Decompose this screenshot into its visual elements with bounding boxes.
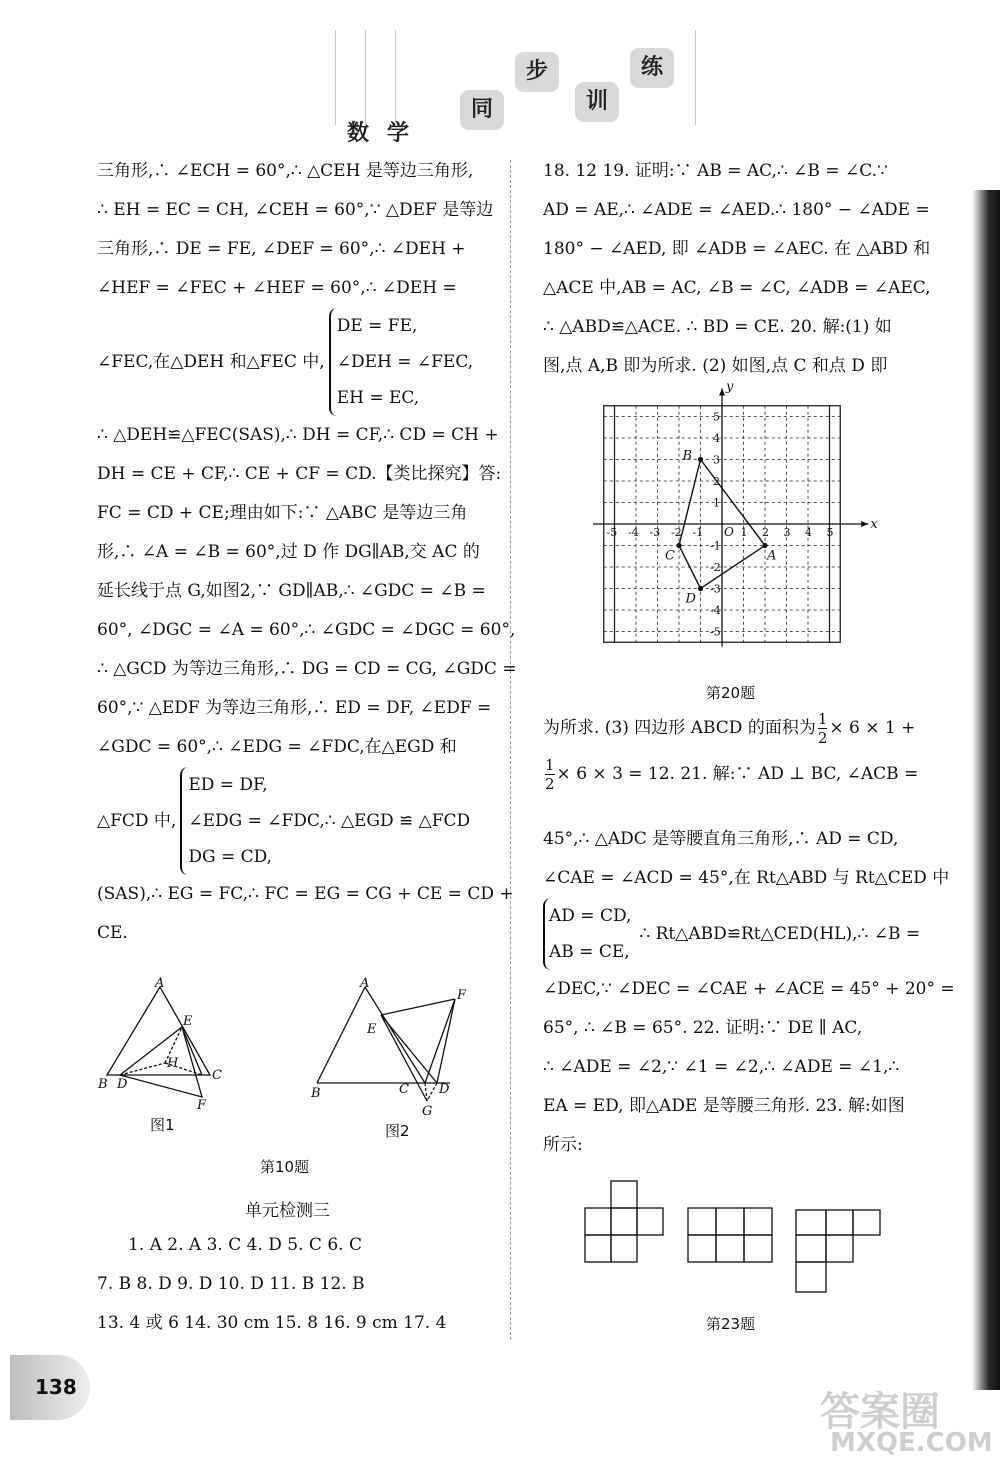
point-d bbox=[698, 586, 703, 591]
x-tick-label: 4 bbox=[805, 526, 812, 539]
fraction bbox=[545, 756, 555, 793]
equation-system bbox=[97, 767, 482, 875]
vertex-label: B bbox=[98, 1077, 108, 1092]
y-tick-label: -5 bbox=[710, 625, 721, 639]
x-tick-label: -1 bbox=[692, 526, 704, 539]
right-column-cont bbox=[543, 705, 928, 797]
text-line: △ACE 中,AB = AC, ∠B = ∠C, ∠ADB = ∠AEC, bbox=[543, 278, 931, 298]
system-line: ED = DF, bbox=[188, 775, 268, 795]
vertex-label: F bbox=[457, 988, 467, 1003]
page-header bbox=[325, 30, 705, 146]
text-line: FC = CD + CE;理由如下:∵ △ABC 是等边三角 bbox=[97, 503, 468, 523]
text-line: × 6 × 1 + bbox=[829, 718, 916, 738]
vertex-label: B bbox=[311, 1086, 321, 1101]
vertex-label: G bbox=[422, 1104, 433, 1119]
text-line: ∴ EH = EC = CH, ∠CEH = 60°,∵ △DEF 是等边 bbox=[97, 200, 494, 220]
x-axis-label: x bbox=[870, 517, 878, 532]
point-label: D bbox=[685, 591, 696, 607]
system-line: AB = CE, bbox=[549, 942, 630, 962]
answer-line: 7. B 8. D 9. D 10. D 11. B 12. B bbox=[97, 1274, 365, 1294]
x-tick-label: -4 bbox=[628, 526, 639, 539]
triangle-abc bbox=[107, 987, 210, 1075]
right-column-cont bbox=[543, 820, 955, 1165]
point-label: B bbox=[682, 448, 693, 464]
point-c bbox=[676, 543, 681, 548]
system-line: EH = EC, bbox=[336, 388, 420, 408]
y-axis-arrow bbox=[719, 389, 725, 396]
point-b bbox=[698, 457, 703, 462]
x-tick-label: -2 bbox=[671, 526, 682, 539]
y-tick-label: -3 bbox=[710, 582, 721, 596]
system-line: DE = FE, bbox=[336, 316, 418, 336]
text-line: ∴ Rt△ABD≌Rt△CED(HL),∴ ∠B = bbox=[639, 923, 921, 944]
answer-line: 1. A 2. A 3. C 4. D 5. C 6. C bbox=[128, 1235, 362, 1255]
equation-system bbox=[97, 308, 482, 416]
vertex-label: E bbox=[183, 1014, 193, 1029]
x-tick-label: 5 bbox=[826, 526, 834, 539]
text-line: ∴ △ABD≌△ACE. ∴ BD = CE. 20. 解:(1) 如 bbox=[543, 317, 892, 337]
figure-caption: 图1 bbox=[150, 1116, 175, 1134]
text-line: 180° − ∠AED, 即 ∠ADB = ∠AEC. 在 △ABD 和 bbox=[543, 239, 931, 259]
point-a bbox=[762, 543, 767, 548]
net-3 bbox=[796, 1210, 880, 1292]
text-line: ∠DEC,∵ ∠DEC = ∠CAE + ∠ACE = 45° + 20° = bbox=[543, 979, 955, 999]
text-line: ∠GDC = 60°,∴ ∠EDG = ∠FDC,在△EGD 和 bbox=[97, 737, 457, 757]
section-title: 单元检测三 bbox=[245, 1201, 330, 1221]
text-line: × 6 × 3 = 12. 21. 解:∵ AD ⊥ BC, ∠ACB = bbox=[556, 764, 919, 784]
watermark-url: MXQE.COM bbox=[830, 1428, 993, 1458]
divider bbox=[365, 30, 366, 125]
page-edge-shadow bbox=[972, 190, 1000, 1390]
figure-caption: 第23题 bbox=[706, 1315, 756, 1333]
text-line: 形,∴ ∠A = ∠B = 60°,过 D 作 DG∥AB,交 AC 的 bbox=[97, 542, 480, 562]
x-tick-label: 3 bbox=[783, 526, 791, 539]
net-1 bbox=[585, 1181, 663, 1262]
text-line: 45°,∴ △ADC 是等腰直角三角形,∴ AD = CD, bbox=[543, 829, 899, 849]
text-line: 60°,∵ △EDF 为等边三角形,∴ ED = DF, ∠EDF = bbox=[97, 698, 492, 718]
text-line: 为所求. (3) 四边形 ABCD 的面积为 bbox=[543, 718, 816, 738]
system-line: DG = CD, bbox=[188, 847, 273, 867]
column-divider bbox=[510, 160, 511, 1340]
text-line: 三角形,∴ ∠ECH = 60°,∴ △CEH 是等边三角形, bbox=[97, 161, 474, 181]
text-line: 三角形,∴ DE = FE, ∠DEF = 60°,∴ ∠DEH + bbox=[97, 239, 466, 259]
subject-char: 数 bbox=[347, 121, 370, 146]
y-tick-label: -1 bbox=[710, 539, 721, 553]
header-badge: 步 bbox=[515, 52, 559, 92]
vertex-label: D bbox=[439, 1082, 450, 1097]
system-line: ∠DEH = ∠FEC, bbox=[336, 352, 474, 372]
left-column bbox=[97, 152, 517, 953]
answer-key bbox=[128, 1226, 488, 1265]
divider bbox=[395, 30, 396, 125]
y-tick-label: 2 bbox=[713, 475, 720, 488]
denominator: 2 bbox=[545, 775, 555, 793]
text-line: △FCD 中, bbox=[97, 810, 177, 831]
header-badge: 同 bbox=[460, 90, 504, 130]
x-tick-label: -3 bbox=[649, 526, 661, 539]
text-line: 18. 12 19. 证明:∵ AB = AC,∴ ∠B = ∠C.∵ bbox=[543, 161, 888, 181]
text-line: 延长线于点 G,如图2,∵ GD∥AB,∴ ∠GDC = ∠B = bbox=[97, 581, 486, 601]
answer-key bbox=[97, 1265, 482, 1343]
x-tick-label: 2 bbox=[762, 526, 769, 539]
numerator: 1 bbox=[817, 710, 828, 728]
text-line: AD = AE,∴ ∠ADE = ∠AED.∴ 180° − ∠ADE = bbox=[543, 200, 930, 220]
text-line: DH = CE + CF,∴ CE + CF = CD.【类比探究】答: bbox=[97, 464, 502, 484]
vertex-label: E bbox=[367, 1022, 377, 1037]
point-label: A bbox=[767, 548, 777, 564]
text-line: 65°, ∴ ∠B = 65°. 22. 证明:∵ DE ∥ AC, bbox=[543, 1018, 863, 1038]
text-line: EA = ED, 即△ADE 是等腰三角形. 23. 解:如图 bbox=[543, 1096, 905, 1116]
origin-label: O bbox=[724, 525, 734, 539]
figure-caption: 图2 bbox=[385, 1122, 410, 1140]
figure-2 bbox=[305, 975, 485, 1120]
segment bbox=[381, 999, 455, 1015]
system-line: ∠EDG = ∠FDC,∴ △EGD ≌ △FCD bbox=[188, 811, 471, 831]
text-line: CE. bbox=[97, 923, 128, 943]
coordinate-graph bbox=[602, 379, 878, 652]
x-tick-label: 1 bbox=[740, 526, 748, 539]
x-tick-label: -5 bbox=[606, 526, 618, 539]
fraction bbox=[818, 710, 828, 747]
point-label: C bbox=[665, 548, 675, 564]
vertex-label: C bbox=[212, 1068, 222, 1083]
segment bbox=[427, 1083, 437, 1101]
text-line: 图,点 A,B 即为所求. (2) 如图,点 C 和点 D 即 bbox=[543, 356, 888, 376]
figure-caption: 第20题 bbox=[706, 684, 756, 702]
vertex-label: A bbox=[155, 976, 165, 991]
text-line: (SAS),∴ EG = FC,∴ FC = EG = CG + CE = CD + bbox=[97, 884, 514, 904]
header-badge: 练 bbox=[630, 48, 674, 88]
text-line: ∠HEF = ∠FEC + ∠HEF = 60°,∴ ∠DEH = bbox=[97, 278, 457, 298]
vertex-label: H bbox=[167, 1056, 179, 1071]
watermark-logo: 答案圈 bbox=[820, 1389, 940, 1435]
segment bbox=[182, 1027, 202, 1075]
y-tick-label: 1 bbox=[713, 496, 720, 510]
segment bbox=[317, 987, 365, 1083]
vertex-label: D bbox=[117, 1077, 128, 1092]
y-tick-label: -4 bbox=[710, 604, 721, 617]
subject-char: 学 bbox=[387, 121, 410, 146]
y-tick-label: 4 bbox=[713, 432, 720, 445]
figure-caption: 第10题 bbox=[260, 1158, 310, 1176]
text-line: ∴ ∠ADE = ∠2,∵ ∠1 = ∠2,∴ ∠ADE = ∠1,∴ bbox=[543, 1057, 900, 1077]
answer-line: 13. 4 或 6 14. 30 cm 15. 8 16. 9 cm 17. 4 bbox=[97, 1313, 447, 1333]
denominator: 2 bbox=[817, 729, 828, 747]
text-line: ∠CAE = ∠ACD = 45°,在 Rt△ABD 与 Rt△CED 中 bbox=[543, 868, 950, 888]
y-axis-label: y bbox=[726, 379, 734, 395]
vertex-label: F bbox=[197, 1098, 207, 1113]
text-line: ∠FEC,在△DEH 和△FEC 中, bbox=[97, 351, 325, 372]
page-number: 138 bbox=[10, 1355, 90, 1420]
divider bbox=[695, 30, 696, 125]
text-line: ∴ △GCD 为等边三角形,∴ DG = CD = CG, ∠GDC = bbox=[97, 659, 517, 679]
axes bbox=[593, 389, 868, 647]
right-column bbox=[543, 152, 931, 386]
y-tick-label: 3 bbox=[713, 453, 720, 467]
y-tick-label: -2 bbox=[710, 561, 721, 574]
text-line: 60°, ∠DGC = ∠A = 60°,∴ ∠GDC = ∠DGC = 60°, bbox=[97, 620, 516, 640]
text-line: ∴ △DEH≌△FEC(SAS),∴ DH = CF,∴ CD = CH + bbox=[97, 425, 499, 445]
numerator: 1 bbox=[545, 756, 555, 774]
text-line: 所示: bbox=[543, 1135, 583, 1155]
header-badge: 训 bbox=[575, 82, 619, 122]
cube-nets bbox=[580, 1178, 885, 1298]
vertex-label: C bbox=[399, 1082, 409, 1097]
net-2 bbox=[688, 1208, 772, 1262]
x-axis-arrow bbox=[861, 521, 868, 527]
system-line: AD = CD, bbox=[549, 906, 632, 926]
tick-labels bbox=[607, 380, 879, 639]
figure-1 bbox=[95, 975, 235, 1113]
divider bbox=[335, 30, 336, 125]
triangle-def bbox=[120, 1027, 202, 1097]
equation-system bbox=[543, 898, 928, 970]
y-tick-label: 5 bbox=[713, 410, 720, 424]
vertex-label: A bbox=[360, 976, 370, 991]
